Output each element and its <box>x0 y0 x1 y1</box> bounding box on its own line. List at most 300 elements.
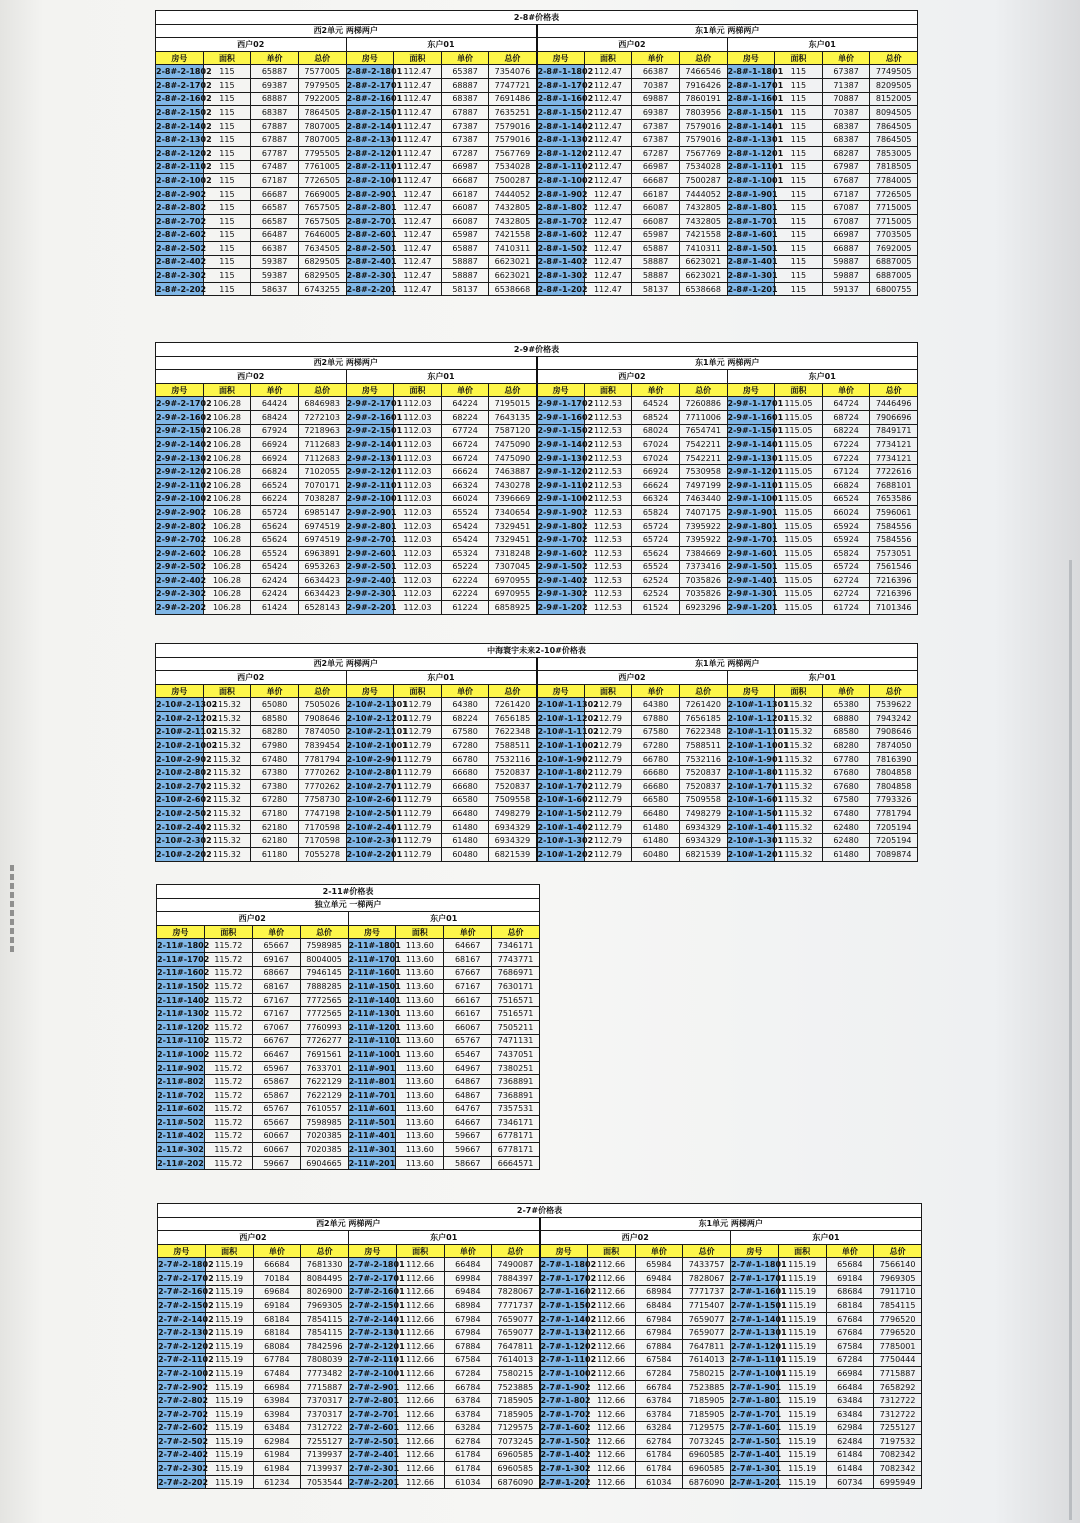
value-cell: 7197532 <box>874 1435 922 1449</box>
value-cell: 7771737 <box>683 1285 731 1299</box>
value-cell: 113.60 <box>396 1020 444 1034</box>
value-cell: 66984 <box>253 1380 301 1394</box>
value-cell: 115.05 <box>775 506 823 520</box>
value-cell: 112.47 <box>584 187 632 201</box>
value-cell: 7692005 <box>870 242 918 256</box>
value-cell: 67667 <box>444 966 492 980</box>
value-cell: 66087 <box>441 214 489 228</box>
value-cell: 115.05 <box>775 587 823 601</box>
value-cell: 7129575 <box>492 1421 540 1435</box>
value-cell: 7463440 <box>679 492 727 506</box>
column-header: 总价 <box>489 684 537 698</box>
value-cell: 113.60 <box>396 1061 444 1075</box>
value-cell: 68224 <box>441 410 489 424</box>
value-cell: 112.47 <box>394 92 442 106</box>
value-cell: 65987 <box>632 228 680 242</box>
value-cell: 7773482 <box>301 1367 349 1381</box>
value-cell: 112.47 <box>394 160 442 174</box>
value-cell: 65224 <box>441 560 489 574</box>
value-cell: 112.79 <box>584 739 632 753</box>
value-cell: 115.19 <box>778 1380 826 1394</box>
value-cell: 66624 <box>632 478 680 492</box>
room-number-cell: 2-11#-702 <box>157 1088 205 1102</box>
column-header-row <box>158 1244 922 1258</box>
value-cell: 67124 <box>822 465 870 479</box>
table-row <box>156 78 918 92</box>
value-cell: 112.53 <box>584 478 632 492</box>
room-number-cell: 2-7#-2-1201 <box>349 1339 397 1353</box>
column-header: 面积 <box>203 383 251 397</box>
room-number-cell: 2-7#-2-1701 <box>349 1271 397 1285</box>
value-cell: 67284 <box>635 1367 683 1381</box>
room-number-cell: 2-8#-1-1201 <box>727 146 775 160</box>
value-cell: 7614013 <box>683 1353 731 1367</box>
column-header: 单价 <box>826 1244 874 1258</box>
group-row <box>158 1231 922 1245</box>
value-cell: 112.53 <box>584 465 632 479</box>
value-cell: 115.32 <box>203 698 251 712</box>
value-cell: 113.60 <box>396 1075 444 1089</box>
value-cell: 7579016 <box>679 119 727 133</box>
value-cell: 7395922 <box>679 519 727 533</box>
table-row <box>156 438 918 452</box>
value-cell: 7854115 <box>301 1312 349 1326</box>
column-header: 单价 <box>251 51 299 65</box>
value-cell: 65424 <box>441 533 489 547</box>
value-cell: 67387 <box>441 133 489 147</box>
value-cell: 112.47 <box>394 214 442 228</box>
value-cell: 115.19 <box>778 1285 826 1299</box>
room-number-cell: 2-8#-2-1801 <box>346 65 394 79</box>
value-cell: 6538668 <box>489 282 537 296</box>
room-number-cell: 2-8#-2-1701 <box>346 78 394 92</box>
value-cell: 67024 <box>632 438 680 452</box>
value-cell: 7860191 <box>679 92 727 106</box>
value-cell: 64767 <box>444 1102 492 1116</box>
value-cell: 62224 <box>441 587 489 601</box>
value-cell: 115.19 <box>778 1394 826 1408</box>
room-number-cell: 2-8#-1-1701 <box>727 78 775 92</box>
value-cell: 115.72 <box>204 1048 252 1062</box>
value-cell: 68667 <box>252 966 300 980</box>
value-cell: 65724 <box>822 560 870 574</box>
column-header: 面积 <box>394 51 442 65</box>
value-cell: 112.79 <box>394 725 442 739</box>
room-number-cell: 2-10#-1-1302 <box>537 698 585 712</box>
value-cell: 68387 <box>822 133 870 147</box>
value-cell: 65467 <box>444 1048 492 1062</box>
value-cell: 115.19 <box>778 1271 826 1285</box>
room-number-cell: 2-10#-1-302 <box>537 834 585 848</box>
column-header: 房号 <box>727 51 775 65</box>
room-number-cell: 2-7#-1-1802 <box>540 1258 588 1272</box>
value-cell: 7781794 <box>298 752 346 766</box>
value-cell: 7657505 <box>298 214 346 228</box>
room-number-cell: 2-8#-1-1801 <box>727 65 775 79</box>
value-cell: 112.53 <box>584 601 632 615</box>
room-number-cell: 2-10#-1-401 <box>727 820 775 834</box>
value-cell: 7516571 <box>492 993 540 1007</box>
value-cell: 68024 <box>632 424 680 438</box>
value-cell: 64380 <box>632 698 680 712</box>
value-cell: 7681330 <box>301 1258 349 1272</box>
room-number-cell: 2-8#-1-1301 <box>727 133 775 147</box>
value-cell: 65987 <box>441 228 489 242</box>
value-cell: 67584 <box>635 1353 683 1367</box>
value-cell: 112.79 <box>394 847 442 861</box>
room-number-cell: 2-9#-1-1201 <box>727 465 775 479</box>
value-cell: 112.66 <box>587 1407 635 1421</box>
value-cell: 7943242 <box>870 711 918 725</box>
room-number-cell: 2-9#-1-1101 <box>727 478 775 492</box>
value-cell: 66024 <box>441 492 489 506</box>
table-row <box>156 698 918 712</box>
value-cell: 6634423 <box>298 587 346 601</box>
value-cell: 112.47 <box>584 106 632 120</box>
value-cell: 67380 <box>251 766 299 780</box>
table-row <box>156 133 918 147</box>
value-cell: 66987 <box>441 160 489 174</box>
value-cell: 115 <box>203 78 251 92</box>
table-row <box>156 255 918 269</box>
column-header: 单价 <box>441 684 489 698</box>
value-cell: 58887 <box>632 255 680 269</box>
value-cell: 7216396 <box>870 587 918 601</box>
room-number-cell: 2-9#-2-802 <box>156 519 204 533</box>
value-cell: 67724 <box>441 424 489 438</box>
value-cell: 112.66 <box>396 1380 444 1394</box>
value-cell: 68184 <box>826 1299 874 1313</box>
value-cell: 65724 <box>632 519 680 533</box>
value-cell: 6743255 <box>298 282 346 296</box>
room-number-cell: 2-9#-1-1702 <box>537 397 585 411</box>
value-cell: 7185905 <box>492 1394 540 1408</box>
room-number-cell: 2-8#-2-1401 <box>346 119 394 133</box>
value-cell: 112.79 <box>584 793 632 807</box>
column-header: 房号 <box>157 925 205 939</box>
room-number-cell: 2-7#-1-1701 <box>731 1271 779 1285</box>
value-cell: 7539622 <box>870 698 918 712</box>
value-cell: 7070171 <box>298 478 346 492</box>
value-cell: 59667 <box>444 1143 492 1157</box>
value-cell: 7969305 <box>301 1299 349 1313</box>
value-cell: 112.79 <box>584 807 632 821</box>
room-number-cell: 2-7#-2-302 <box>158 1462 206 1476</box>
column-header: 面积 <box>396 925 444 939</box>
room-number-cell: 2-10#-2-302 <box>156 834 204 848</box>
value-cell: 112.47 <box>584 160 632 174</box>
value-cell: 112.66 <box>587 1421 635 1435</box>
value-cell: 7561546 <box>870 560 918 574</box>
room-number-cell: 2-9#-1-801 <box>727 519 775 533</box>
column-header: 总价 <box>298 383 346 397</box>
value-cell: 67167 <box>252 993 300 1007</box>
value-cell: 63784 <box>635 1394 683 1408</box>
value-cell: 7588511 <box>489 739 537 753</box>
room-number-cell: 2-11#-1302 <box>157 1007 205 1021</box>
value-cell: 69167 <box>252 952 300 966</box>
price-table-2-10 <box>155 643 918 862</box>
room-number-cell: 2-10#-1-1102 <box>537 725 585 739</box>
value-cell: 7726505 <box>298 174 346 188</box>
room-number-cell: 2-9#-1-501 <box>727 560 775 574</box>
value-cell: 115.19 <box>205 1394 253 1408</box>
value-cell: 65424 <box>441 519 489 533</box>
table-title: 2-7#价格表 <box>158 1204 922 1218</box>
value-cell: 66987 <box>632 160 680 174</box>
price-table <box>155 10 918 296</box>
table-title-row <box>156 343 918 357</box>
value-cell: 112.66 <box>396 1285 444 1299</box>
value-cell: 61984 <box>253 1448 301 1462</box>
value-cell: 7520837 <box>489 779 537 793</box>
value-cell: 112.66 <box>396 1312 444 1326</box>
value-cell: 7750444 <box>874 1353 922 1367</box>
room-number-cell: 2-8#-1-602 <box>537 228 585 242</box>
table-row <box>157 1116 540 1130</box>
value-cell: 112.03 <box>394 546 442 560</box>
column-header: 房号 <box>537 51 585 65</box>
unit-label: 独立单元 一梯两户 <box>157 898 540 912</box>
table-row <box>157 966 540 980</box>
value-cell: 6974519 <box>298 519 346 533</box>
room-number-cell: 2-7#-1-501 <box>731 1435 779 1449</box>
value-cell: 112.47 <box>584 214 632 228</box>
value-cell: 7579016 <box>489 133 537 147</box>
value-cell: 65524 <box>441 506 489 520</box>
table-row <box>156 397 918 411</box>
room-number-cell: 2-10#-1-202 <box>537 847 585 861</box>
price-table <box>155 342 918 615</box>
value-cell: 66324 <box>441 478 489 492</box>
value-cell: 68887 <box>441 78 489 92</box>
value-cell: 66924 <box>251 451 299 465</box>
value-cell: 7261420 <box>489 698 537 712</box>
value-cell: 7055278 <box>298 847 346 861</box>
value-cell: 7610557 <box>300 1102 348 1116</box>
column-header: 单价 <box>635 1244 683 1258</box>
value-cell: 7864505 <box>298 106 346 120</box>
room-number-cell: 2-10#-1-701 <box>727 779 775 793</box>
value-cell: 7622129 <box>300 1075 348 1089</box>
value-cell: 112.66 <box>587 1339 635 1353</box>
value-cell: 115.05 <box>775 478 823 492</box>
value-cell: 7053544 <box>301 1475 349 1489</box>
value-cell: 7584556 <box>870 519 918 533</box>
value-cell: 68184 <box>253 1312 301 1326</box>
room-number-cell: 2-7#-1-1001 <box>731 1367 779 1381</box>
table-row <box>156 201 918 215</box>
room-number-cell: 2-8#-2-802 <box>156 201 204 215</box>
value-cell: 63784 <box>635 1407 683 1421</box>
value-cell: 67884 <box>444 1339 492 1353</box>
value-cell: 115 <box>775 65 823 79</box>
room-number-cell: 2-10#-1-901 <box>727 752 775 766</box>
value-cell: 106.28 <box>203 438 251 452</box>
value-cell: 7329451 <box>489 519 537 533</box>
table-row <box>157 1129 540 1143</box>
room-number-cell: 2-7#-2-1802 <box>158 1258 206 1272</box>
value-cell: 115 <box>775 174 823 188</box>
room-number-cell: 2-11#-802 <box>157 1075 205 1089</box>
value-cell: 7874050 <box>298 725 346 739</box>
value-cell: 7659077 <box>683 1312 731 1326</box>
value-cell: 7853005 <box>870 146 918 160</box>
room-number-cell: 2-8#-2-1302 <box>156 133 204 147</box>
value-cell: 7633701 <box>300 1061 348 1075</box>
value-cell: 112.03 <box>394 601 442 615</box>
value-cell: 112.03 <box>394 478 442 492</box>
table-title-row <box>158 1204 922 1218</box>
room-number-cell: 2-7#-2-1101 <box>349 1353 397 1367</box>
room-number-cell: 2-10#-2-801 <box>346 766 394 780</box>
value-cell: 67584 <box>444 1353 492 1367</box>
value-cell: 58887 <box>441 255 489 269</box>
value-cell: 115.19 <box>205 1339 253 1353</box>
value-cell: 67880 <box>632 711 680 725</box>
room-number-cell: 2-7#-2-1402 <box>158 1312 206 1326</box>
value-cell: 65924 <box>822 519 870 533</box>
value-cell: 115 <box>775 187 823 201</box>
value-cell: 113.60 <box>396 1143 444 1157</box>
value-cell: 67884 <box>635 1339 683 1353</box>
value-cell: 115.72 <box>204 1061 252 1075</box>
value-cell: 65524 <box>632 560 680 574</box>
value-cell: 67887 <box>251 119 299 133</box>
value-cell: 7630171 <box>492 980 540 994</box>
value-cell: 69184 <box>253 1299 301 1313</box>
value-cell: 7761005 <box>298 160 346 174</box>
value-cell: 115.32 <box>203 834 251 848</box>
value-cell: 7073245 <box>492 1435 540 1449</box>
value-cell: 115.32 <box>775 711 823 725</box>
value-cell: 64867 <box>444 1088 492 1102</box>
column-header: 总价 <box>679 383 727 397</box>
value-cell: 7542211 <box>679 438 727 452</box>
value-cell: 68684 <box>826 1285 874 1299</box>
room-number-cell: 2-10#-1-1101 <box>727 725 775 739</box>
value-cell: 7854115 <box>874 1299 922 1313</box>
value-cell: 67887 <box>251 133 299 147</box>
value-cell: 112.53 <box>584 492 632 506</box>
value-cell: 60480 <box>441 847 489 861</box>
value-cell: 66924 <box>632 465 680 479</box>
room-number-cell: 2-11#-1501 <box>348 980 396 994</box>
table-row <box>157 1061 540 1075</box>
value-cell: 112.79 <box>584 698 632 712</box>
value-cell: 115.32 <box>203 725 251 739</box>
value-cell: 112.03 <box>394 506 442 520</box>
value-cell: 115 <box>203 92 251 106</box>
room-number-cell: 2-8#-2-1201 <box>346 146 394 160</box>
value-cell: 106.28 <box>203 574 251 588</box>
room-number-cell: 2-10#-2-702 <box>156 779 204 793</box>
value-cell: 7658292 <box>874 1380 922 1394</box>
value-cell: 64667 <box>444 939 492 953</box>
table-row <box>156 465 918 479</box>
room-number-cell: 2-11#-1102 <box>157 1034 205 1048</box>
table-row <box>156 533 918 547</box>
value-cell: 112.79 <box>394 793 442 807</box>
value-cell: 67380 <box>251 779 299 793</box>
value-cell: 7312722 <box>874 1407 922 1421</box>
price-table-2-7 <box>157 1203 922 1489</box>
room-number-cell: 2-9#-1-902 <box>537 506 585 520</box>
group-label: 东户01 <box>349 1231 540 1245</box>
value-cell: 62524 <box>632 574 680 588</box>
room-number-cell: 2-10#-1-402 <box>537 820 585 834</box>
value-cell: 7796520 <box>874 1326 922 1340</box>
value-cell: 115.32 <box>775 725 823 739</box>
value-cell: 61484 <box>826 1448 874 1462</box>
value-cell: 7185905 <box>683 1407 731 1421</box>
column-header: 总价 <box>492 1244 540 1258</box>
value-cell: 62180 <box>251 834 299 848</box>
room-number-cell: 2-7#-2-802 <box>158 1394 206 1408</box>
table-row <box>156 146 918 160</box>
room-number-cell: 2-8#-1-1401 <box>727 119 775 133</box>
value-cell: 65684 <box>826 1258 874 1272</box>
room-number-cell: 2-9#-2-902 <box>156 506 204 520</box>
table-row <box>156 766 918 780</box>
value-cell: 7781794 <box>870 807 918 821</box>
value-cell: 67387 <box>632 119 680 133</box>
room-number-cell: 2-11#-1701 <box>348 952 396 966</box>
room-number-cell: 2-7#-1-1202 <box>540 1339 588 1353</box>
room-number-cell: 2-10#-1-1201 <box>727 711 775 725</box>
room-number-cell: 2-8#-1-1802 <box>537 65 585 79</box>
value-cell: 115.05 <box>775 492 823 506</box>
table-row <box>156 519 918 533</box>
value-cell: 67024 <box>632 451 680 465</box>
room-number-cell: 2-8#-2-1402 <box>156 119 204 133</box>
room-number-cell: 2-8#-2-1202 <box>156 146 204 160</box>
value-cell: 112.03 <box>394 465 442 479</box>
value-cell: 115.05 <box>775 424 823 438</box>
value-cell: 67980 <box>251 739 299 753</box>
value-cell: 65724 <box>632 533 680 547</box>
value-cell: 7370317 <box>301 1407 349 1421</box>
value-cell: 62424 <box>251 587 299 601</box>
value-cell: 64224 <box>441 397 489 411</box>
value-cell: 115.05 <box>775 601 823 615</box>
value-cell: 7888285 <box>300 980 348 994</box>
value-cell: 62724 <box>822 587 870 601</box>
value-cell: 65984 <box>635 1258 683 1272</box>
value-cell: 7659077 <box>683 1326 731 1340</box>
value-cell: 115.19 <box>778 1448 826 1462</box>
room-number-cell: 2-7#-1-402 <box>540 1448 588 1462</box>
value-cell: 64667 <box>444 1116 492 1130</box>
value-cell: 112.66 <box>587 1258 635 1272</box>
value-cell: 115.19 <box>778 1339 826 1353</box>
room-number-cell: 2-9#-1-1501 <box>727 424 775 438</box>
room-number-cell: 2-10#-1-501 <box>727 807 775 821</box>
value-cell: 7370317 <box>301 1394 349 1408</box>
room-number-cell: 2-8#-1-301 <box>727 269 775 283</box>
value-cell: 113.60 <box>396 966 444 980</box>
table-row <box>157 1075 540 1089</box>
value-cell: 115 <box>775 282 823 296</box>
room-number-cell: 2-8#-2-901 <box>346 187 394 201</box>
table-row <box>158 1258 922 1272</box>
value-cell: 67887 <box>441 106 489 120</box>
value-cell: 67684 <box>826 1312 874 1326</box>
value-cell: 112.47 <box>584 92 632 106</box>
room-number-cell: 2-9#-2-201 <box>346 601 394 615</box>
room-number-cell: 2-9#-1-702 <box>537 533 585 547</box>
value-cell: 6995949 <box>874 1475 922 1489</box>
